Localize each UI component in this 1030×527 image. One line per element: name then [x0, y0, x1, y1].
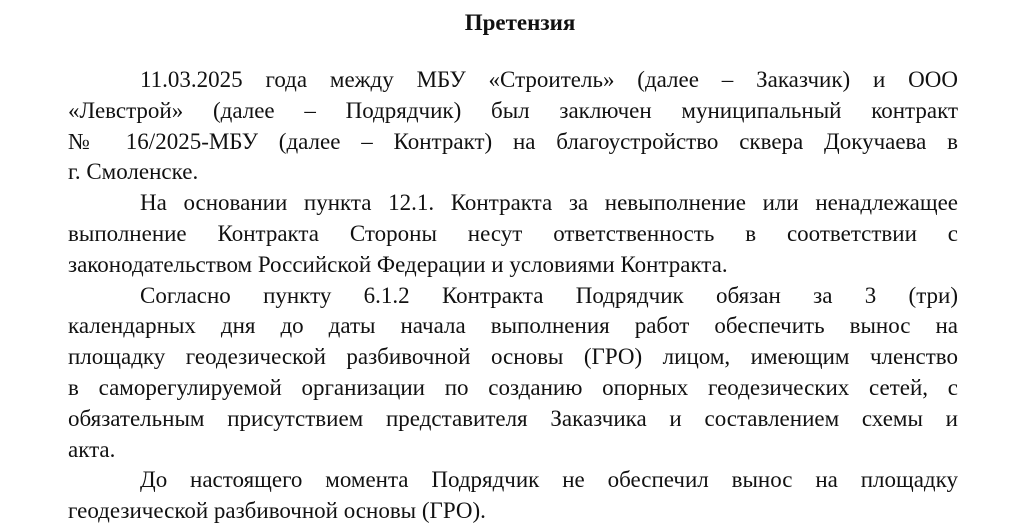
document-body	[68, 65, 958, 527]
text-line: На основании пункта 12.1. Контракта за невыполнение или ненадлежащее	[140, 190, 958, 216]
text-line: «Левстрой» (далее – Подрядчик) был заключен муниципальный контракт	[68, 97, 958, 123]
text-line: геодезической разбивочной основы (ГРО).	[68, 498, 486, 524]
paragraph	[68, 465, 958, 527]
text-line: выполнение Контракта Стороны несут ответственность в соответствии с	[68, 220, 958, 246]
text-line: площадку геодезической разбивочной основы (ГРО) лицом, имеющим членство	[68, 344, 958, 370]
text-line: календарных дня до даты начала выполнения работ обеспечить вынос на	[68, 313, 958, 339]
paragraph	[68, 188, 958, 280]
paragraph	[68, 65, 958, 188]
text-line: До настоящего момента Подрядчик не обеспечил вынос на площадку	[140, 467, 958, 493]
paragraph	[68, 281, 958, 466]
text-line: № 16/2025-МБУ (далее – Контракт) на благоустройство сквера Докучаева в	[68, 128, 958, 154]
text-line: Согласно пункту 6.1.2 Контракта Подрядчик обязан за 3 (три)	[140, 282, 958, 308]
text-line: акта.	[68, 436, 116, 462]
text-line: законодательством Российской Федерации и условиями Контракта.	[68, 251, 728, 277]
document-title: Претензия	[464, 10, 576, 35]
text-line: г. Смоленске.	[68, 159, 199, 185]
text-line: обязательным присутствием представителя Заказчика и составлением схемы и	[68, 405, 958, 431]
text-line: 11.03.2025 года между МБУ «Строитель» (далее – Заказчик) и ООО	[140, 67, 958, 92]
text-line: в саморегулируемой организации по созданию опорных геодезических сетей, с	[68, 374, 958, 400]
